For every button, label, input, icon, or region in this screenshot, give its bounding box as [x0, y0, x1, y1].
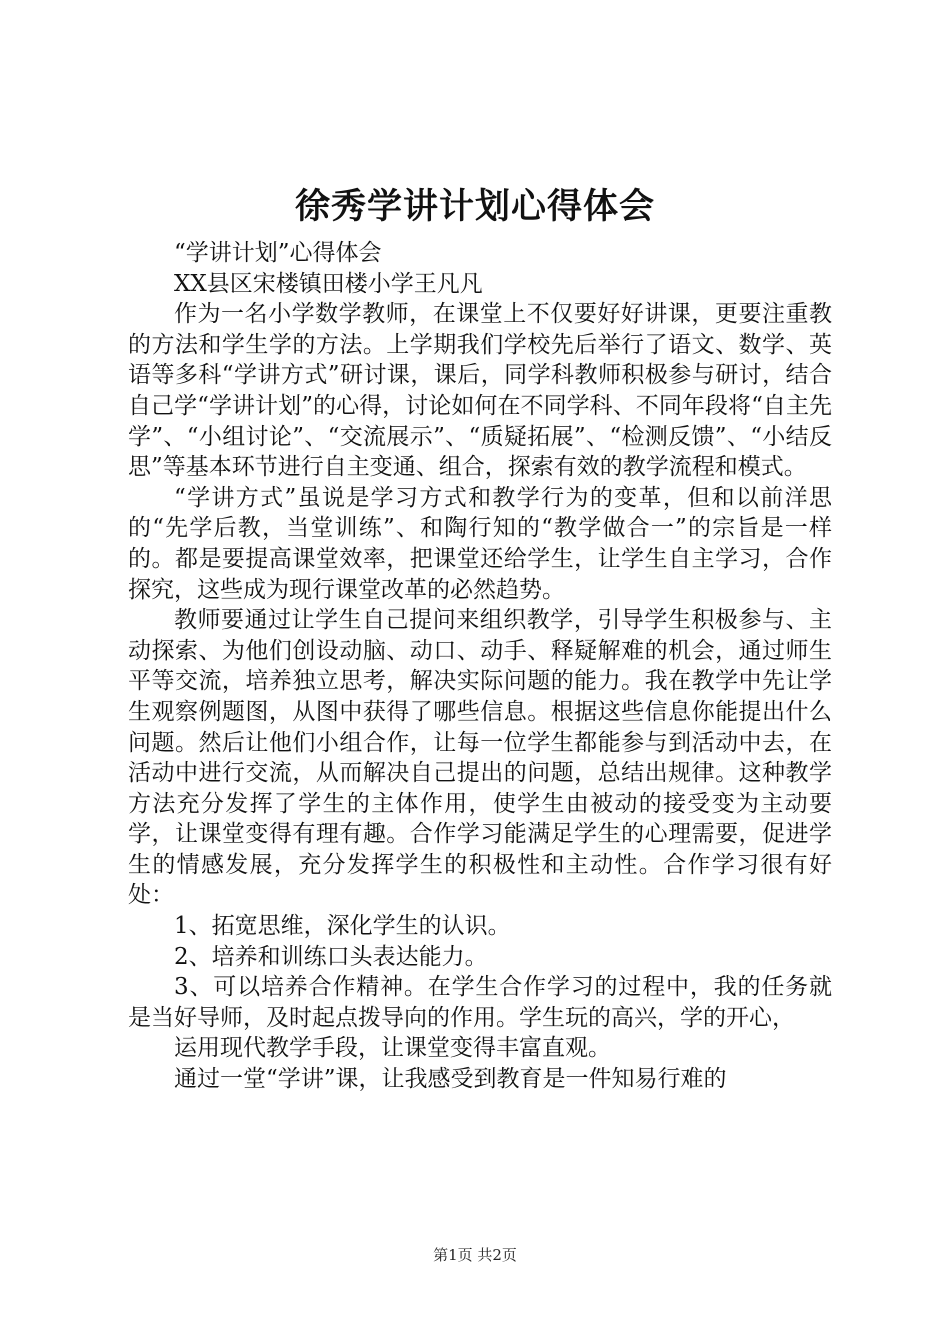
document-title: 徐秀学讲计划心得体会	[294, 186, 655, 227]
list-item: 2、培养和训练口头表达能力。	[174, 943, 488, 970]
paragraph: 教师要通过让学生自己提问来组织教学，引导学生积极参与、主动探索、为他们创设动脑、动口、动手、释疑解难的机会，通过师生平等交流，培养独立思考，解决实际问题的能力。我在教学中先让学生观察例题图，从图中获得了哪些信息。根据这些信息你能提出什么问题。然后让他们小组合作，让每一位学生都能参与到活动中去，在活动中进行交流，从而解决自己提出的问题，总结出规律。这种教学方法充分发挥了学生的主体作用，使学生由被动的接受变为主动要学，让课堂变得有理有趣。合作学习能满足学生的心理需要，促进学生的情感发展，充分发挥学生的积极性和主动性。合作学习很有好处：	[128, 607, 832, 909]
paragraph: “学讲方式”虽说是学习方式和教学行为的变革，但和以前洋思的“先学后教，当堂训练”、和陶行知的“教学做合一”的宗旨是一样的。都是要提高课堂效率，把课堂还给学生，让学生自主学习，合作探究，这些成为现行课堂改革的必然趋势。	[128, 484, 832, 603]
page-number-footer: 第1页 共2页	[433, 1246, 517, 1264]
list-item: 1、拓宽思维，深化学生的认识。	[174, 913, 511, 940]
paragraph-author: XX县区宋楼镇田楼小学王凡凡	[174, 270, 483, 297]
paragraph-subtitle: “学讲计划”心得体会	[174, 240, 382, 266]
paragraph: 通过一堂“学讲”课，让我感受到教育是一件知易行难的	[174, 1066, 727, 1093]
paragraph: 运用现代教学手段，让课堂变得丰富直观。	[174, 1035, 611, 1062]
list-item: 3、可以培养合作精神。在学生合作学习的过程中，我的任务就是当好导师，及时起点拨导向的作用。学生玩的高兴，学的开心，	[128, 974, 832, 1031]
paragraph: 作为一名小学数学教师，在课堂上不仅要好好讲课，更要注重教的方法和学生学的方法。上学期我们学校先后举行了语文、数学、英语等多科“学讲方式”研讨课，课后，同学科教师积极参与研讨，结合自己学“学讲计划”的心得，讨论如何在不同学科、不同年段将“自主先学”、“小组讨论”、“交流展示”、“质疑拓展”、“检测反馈”、“小结反思”等基本环节进行自主变通、组合，探索有效的教学流程和模式。	[128, 301, 832, 481]
document-body	[128, 238, 832, 1095]
